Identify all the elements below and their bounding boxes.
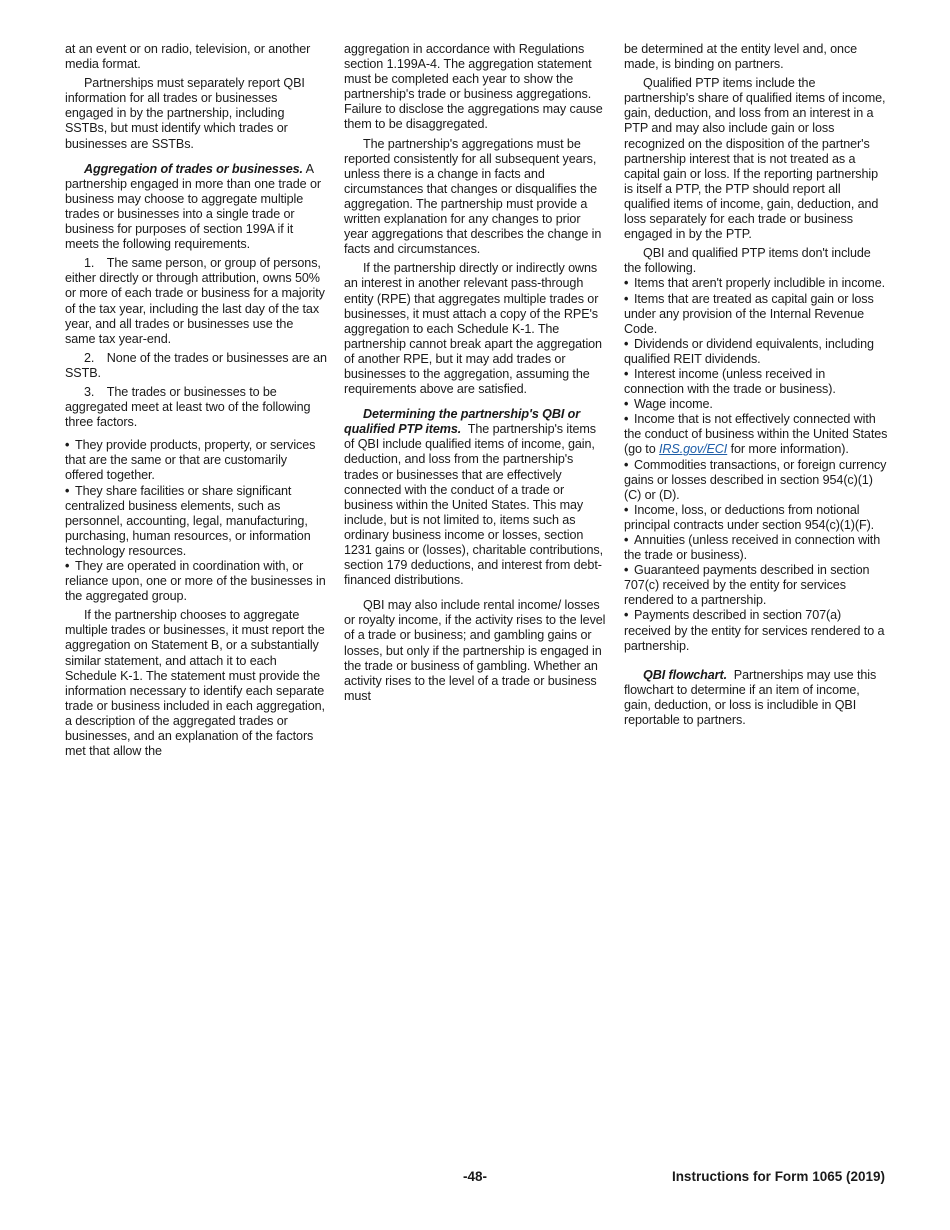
bullet-icon: • xyxy=(65,559,70,573)
list-item: • Guaranteed payments described in section 707(c) received by the entity for services rendered to a partnership. xyxy=(624,563,870,608)
paragraph-text: Partnerships may use this flowchart to determine if an item of income, gain, deduction, or loss is includible in QBI reportable to partners. xyxy=(624,667,877,728)
paragraph: aggregation in accordance with Regulations section 1.199A-4. The aggregation statement must be completed each year to show the partnership's trade or business aggregations. Failure to disclose the aggregations may cause them to be disaggregated. xyxy=(344,42,603,132)
paragraph: QBI and qualified PTP items don't include the following. xyxy=(624,246,871,276)
bullet-icon: • xyxy=(624,533,629,547)
paragraph: Partnerships must separately report QBI information for all trades or businesses engaged in by the partnership, including SSTBs, but must identify which trades or businesses are SSTBs. xyxy=(65,76,305,151)
bullet-icon: • xyxy=(624,366,629,381)
requirement-1: 1. The same person, or group of persons, either directly or through attribution, owns 50% or more of each trade or business for a majority of the tax year, including the last day of the tax year, and all trades or businesses use the same tax year-end. xyxy=(65,256,325,346)
list-item: • Income, loss, or deductions from notional principal contracts under section 954(c)(1)(F). xyxy=(624,502,875,532)
list-item: • Annuities (unless received in connection with the trade or business). xyxy=(624,533,881,563)
column-1 xyxy=(65,42,327,763)
bullet-icon: • xyxy=(624,608,629,623)
list-item: • They are operated in coordination with, or reliance upon, one or more of the businesses in the aggregated group. xyxy=(65,559,326,604)
list-item: • They share facilities or share significant centralized business elements, such as personnel, accounting, legal, manufacturing, purchasing, human resources, or information technology resources. xyxy=(65,483,311,558)
exclusion-list xyxy=(624,276,888,653)
paragraph-determining xyxy=(344,407,606,588)
column-3 xyxy=(624,42,888,732)
page-number: -48- xyxy=(462,1169,487,1184)
document-title: Instructions for Form 1065 (2019) xyxy=(671,1169,885,1184)
irs-eci-link[interactable]: IRS.gov/ECI xyxy=(659,442,728,457)
paragraph: be determined at the entity level and, once made, is binding on partners. xyxy=(624,42,858,72)
bullet-icon: • xyxy=(65,483,70,498)
paragraph: at an event or on radio, television, or another media format. xyxy=(65,42,311,72)
list-item: • Items that are treated as capital gain or loss under any provision of the Internal Revenue Code. xyxy=(624,291,874,336)
list-item: • Payments described in section 707(a) received by the entity for services rendered to a partnership. xyxy=(624,608,885,653)
bullet-icon: • xyxy=(624,502,629,517)
bullet-icon: • xyxy=(624,457,629,472)
list-item: • Wage income. xyxy=(624,397,713,412)
paragraph: If the partnership chooses to aggregate multiple trades or businesses, it must report the aggregation on Statement B, or a substantially similar statement, and attach it to each Schedule K-1. The statement must provide the information necessary to identify each separate trade or business included in each aggregation, a description of the aggregated trades or businesses, and an explanation of the factors met that allow the xyxy=(65,608,325,759)
column-2 xyxy=(344,42,606,708)
paragraph-flowchart xyxy=(624,668,888,728)
requirement-2: 2. None of the trades or businesses are an SSTB. xyxy=(65,350,327,380)
paragraph-text: A partnership engaged in more than one trade or business may choose to aggregate multiple trades or businesses into a single trade or business for purposes of section 199A if it meets the following requirements. xyxy=(65,161,321,252)
list-item: • Items that aren't properly includible in income. xyxy=(624,276,886,291)
paragraph: QBI may also include rental income/ losses or royalty income, if the activity rises to the level of a trade or business; and gambling gains or losses, but only if the partnership is engaged in the trade or business of gambling. Whether an activity rises to the level of a trade or business must xyxy=(344,598,606,703)
section-heading-determining: Determining the partnership's QBI or qualified PTP items. xyxy=(344,407,581,437)
bullet-icon: • xyxy=(624,563,629,578)
paragraph-aggregation xyxy=(65,162,327,253)
paragraph-text: The partnership's items of QBI include qualified items of income, gain, deduction, and loss from the partnership's trades or businesses that are effectively connected with the conduct of a trade or business within the United States. This may include, but is not limited to, items such as ordinary business income or losses, section 1231 gains or (losses), charitable contributions, section 179 deductions, and interest from debt-financed distributions. xyxy=(344,422,604,588)
bullet-icon: • xyxy=(65,438,70,453)
bullet-icon: • xyxy=(624,397,629,412)
list-item: • Commodities transactions, or foreign currency gains or losses described in section 954(c)(1)(C) or (D). xyxy=(624,457,887,502)
bullet-icon: • xyxy=(624,412,629,427)
paragraph: If the partnership directly or indirectly owns an interest in another relevant pass-through entity (RPE) that aggregates multiple trades or businesses, it must attach a copy of the RPE's aggregation to each Schedule K-1. The partnership cannot break apart the aggregation of another RPE, but it may add trades or businesses to the aggregation, assuming the requirements above are satisfied. xyxy=(344,261,602,397)
bullet-icon: • xyxy=(624,336,629,351)
list-item: • Interest income (unless received in connection with the trade or business). xyxy=(624,366,836,397)
paragraph: The partnership's aggregations must be reported consistently for all subsequent years, unless there is a change in facts and circumstances that changes or disqualifies the aggregation. The partnership must provide a written explanation for any changes to prior year aggregations that describes the change in facts and circumstances. xyxy=(344,136,602,257)
list-item: • They provide products, property, or services that are the same or that are customarily offered together. xyxy=(65,438,316,483)
bullet-icon: • xyxy=(624,291,629,306)
section-heading-flowchart: QBI flowchart. xyxy=(643,667,727,682)
section-heading-aggregation: Aggregation of trades or businesses. xyxy=(84,161,303,176)
paragraph: Qualified PTP items include the partnership's share of qualified items of income, gain, deduction, and loss from an interest in a PTP and may also include gain or loss recognized on the disposition of the partner's partnership interest that is not treated as a capital gain or loss. If the reporting partnership is itself a PTP, the PTP should report all qualified items of income, gain, deduction, and loss separately for each trade or business engaged in by the PTP. xyxy=(624,76,886,242)
factor-list xyxy=(65,438,327,604)
list-item-eci: • Income that is not effectively connected with the conduct of business within the United States (go to IRS.gov/ECI for more information). xyxy=(624,412,888,457)
bullet-icon: • xyxy=(624,276,629,291)
requirement-3: 3. The trades or businesses to be aggregated meet at least two of the following three factors. xyxy=(65,384,311,430)
list-item: • Dividends or dividend equivalents, including qualified REIT dividends. xyxy=(624,336,874,366)
